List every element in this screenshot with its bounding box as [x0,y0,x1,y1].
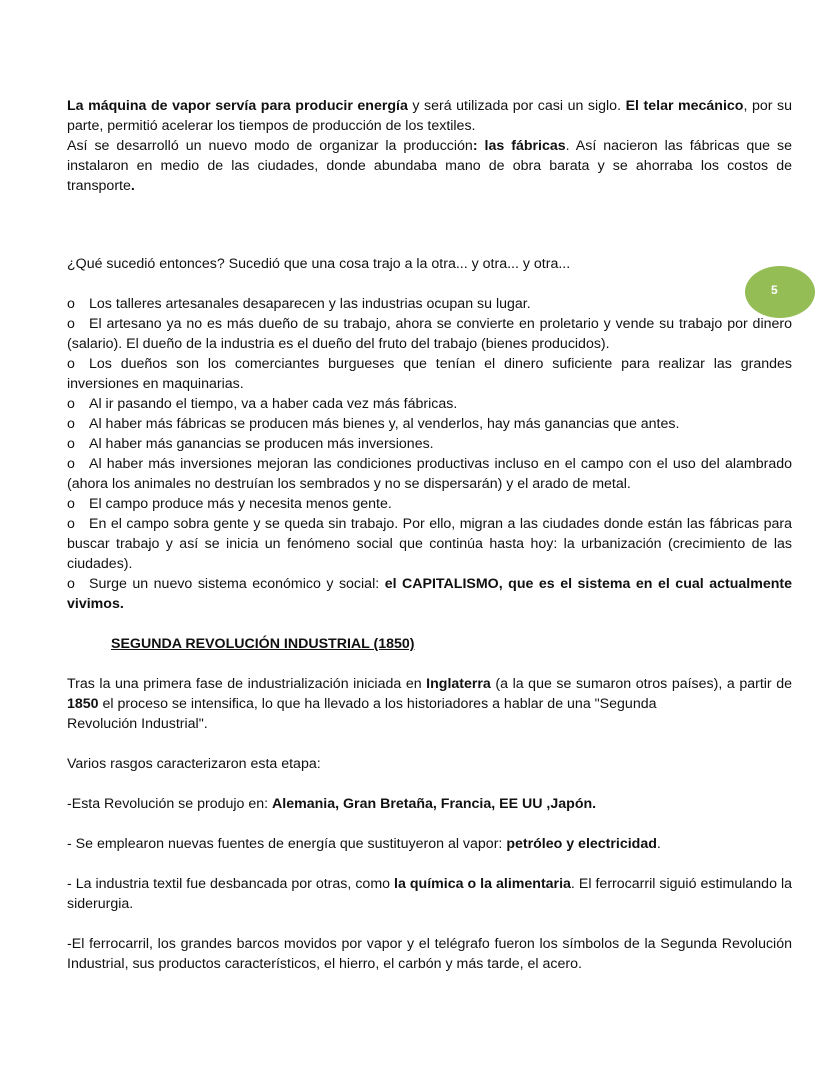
list-item: o El campo produce más y necesita menos gente. [67,496,392,512]
section-paragraph-1: Tras la una primera fase de industrialización iniciada en Inglaterra (a la que se sumaron otros países), a partir de 1850 el proceso se intensifica, lo que ha llevado a los historiadores a hablar de una "Segunda [67,676,792,712]
section-paragraph-3: -Esta Revolución se produjo en: Alemania, Gran Bretaña, Francia, EE UU ,Japón. [67,796,597,812]
consequences-list [67,294,792,614]
section-paragraph-6: -El ferrocarril, los grandes barcos movidos por vapor y el telégrafo fueron los símbolos de la Segunda Revolución Industrial, sus productos característicos, el hierro, el carbón y más tarde, el acero. [67,936,792,972]
list-item: o En el campo sobra gente y se queda sin trabajo. Por ello, migran a las ciudades donde están las fábricas para buscar trabajo y así se inicia un fenómeno social que continúa hasta hoy: la urbanización (crecimiento de las ciudades). [67,516,792,572]
intro-paragraph-2: Así se desarrolló un nuevo modo de organizar la producción: las fábricas. Así nacieron las fábricas que se instalaron en medio de las ciudades, donde abundaba mano de obra barata y se ahorraba los costos de transporte. [67,138,793,194]
list-item: o El artesano ya no es más dueño de su trabajo, ahora se convierte en proletario y vende su trabajo por dinero (salario). El dueño de la industria es el dueño del fruto del trabajo (bienes producidos). [67,316,792,352]
list-item: o Al ir pasando el tiempo, va a haber cada vez más fábricas. [67,396,458,412]
list-item: o Al haber más ganancias se producen más inversiones. [67,436,434,452]
list-item: o Al haber más fábricas se producen más bienes y, al venderlos, hay más ganancias que antes. [67,416,680,432]
section-paragraph-2: Varios rasgos caracterizaron esta etapa: [67,756,321,772]
list-item-capitalism: o Surge un nuevo sistema económico y social: el CAPITALISMO, que es el sistema en el cual actualmente vivimos. [67,576,792,612]
list-item: o Los dueños son los comerciantes burgueses que tenían el dinero suficiente para realizar las grandes inversiones en maquinarias. [67,356,792,392]
list-item: o Los talleres artesanales desaparecen y las industrias ocupan su lugar. [67,296,531,312]
section-paragraph-1-end: Revolución Industrial". [67,716,208,732]
intro-paragraph-1: La máquina de vapor servía para producir energía y será utilizada por casi un siglo. El telar mecánico, por su parte, permitió acelerar los tiempos de producción de los textiles. [67,98,792,134]
section-paragraph-5: - La industria textil fue desbancada por otras, como la química o la alimentaria. El ferrocarril siguió estimulando la siderurgia. [67,876,793,912]
question-line: ¿Qué sucedió entonces? Sucedió que una cosa trajo a la otra... y otra... y otra... [67,256,571,272]
list-item: o Al haber más inversiones mejoran las condiciones productivas incluso en el campo con el uso del alambrado (ahora los animales no destruían los sembrados y no se dispersarán) y el arado de metal. [67,456,792,492]
document-body [67,96,792,974]
page-number: 5 [771,283,778,297]
section-paragraph-4: - Se emplearon nuevas fuentes de energía que sustituyeron al vapor: petróleo y electricidad. [67,836,661,852]
section-title: SEGUNDA REVOLUCIÓN INDUSTRIAL (1850) [111,636,415,652]
